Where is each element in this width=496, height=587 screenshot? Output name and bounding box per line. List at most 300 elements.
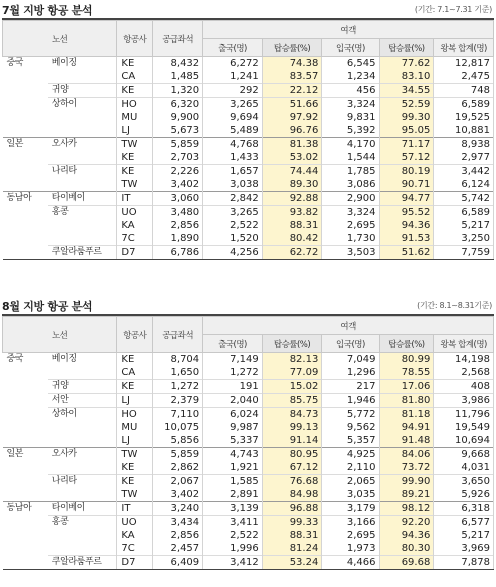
arrivals-cell: 3,324 [322, 98, 379, 112]
table-row [3, 434, 494, 448]
city-cell [48, 434, 117, 448]
table-row [3, 138, 494, 152]
arrivals-cell: 1,730 [322, 232, 379, 246]
airline-cell: IT [117, 192, 153, 206]
seats-cell: 6,786 [153, 246, 203, 260]
departures-cell: 5,337 [203, 434, 263, 448]
total-cell: 19,549 [434, 421, 494, 434]
city-cell [48, 151, 117, 165]
city-cell [48, 70, 117, 84]
region-cell [3, 111, 48, 124]
total-cell: 408 [434, 380, 494, 394]
region-cell [3, 124, 48, 138]
airline-cell: KE [117, 353, 153, 367]
table-row [3, 542, 494, 556]
arrivals-header: 입국(명) [322, 39, 379, 57]
airline-cell: D7 [117, 556, 153, 570]
arr-rate-cell: 94.36 [379, 219, 434, 232]
region-cell [3, 475, 48, 489]
arr-rate-header: 탑승률(%) [379, 39, 434, 57]
table-row [3, 206, 494, 220]
dep-rate-cell: 88.31 [262, 529, 322, 542]
table-row [3, 98, 494, 112]
dep-rate-cell: 83.57 [262, 70, 322, 84]
airline-cell: LJ [117, 124, 153, 138]
arrivals-cell: 4,170 [322, 138, 379, 152]
table-row [3, 380, 494, 394]
table-row [3, 111, 494, 124]
city-cell: 쿠알라룸푸르 [48, 556, 117, 570]
arrivals-cell: 1,785 [322, 165, 379, 179]
city-cell: 서안 [48, 394, 117, 408]
august-section [0, 296, 496, 570]
city-cell: 귀양 [48, 380, 117, 394]
arrivals-cell: 4,925 [322, 448, 379, 462]
airline-cell: LJ [117, 394, 153, 408]
city-cell [48, 488, 117, 502]
region-cell [3, 556, 48, 570]
arr-rate-cell: 92.20 [379, 516, 434, 530]
city-cell: 홍콩 [48, 206, 117, 220]
total-cell: 9,668 [434, 448, 494, 462]
dep-rate-cell: 89.30 [262, 178, 322, 192]
total-cell: 748 [434, 84, 494, 98]
arrivals-cell: 9,831 [322, 111, 379, 124]
arrivals-cell: 1,296 [322, 366, 379, 380]
departures-cell: 6,272 [203, 57, 263, 71]
dep-rate-cell: 84.98 [262, 488, 322, 502]
dep-rate-cell: 97.92 [262, 111, 322, 124]
city-cell: 오사카 [48, 138, 117, 152]
region-cell: 일본 [3, 138, 48, 152]
departures-cell: 1,433 [203, 151, 263, 165]
arr-rate-cell: 94.77 [379, 192, 434, 206]
arr-rate-cell: 84.06 [379, 448, 434, 462]
arrivals-cell: 1,234 [322, 70, 379, 84]
dep-rate-cell: 22.12 [262, 84, 322, 98]
region-cell [3, 206, 48, 220]
arr-rate-cell: 77.62 [379, 57, 434, 71]
seats-cell: 1,272 [153, 380, 203, 394]
departures-cell: 2,522 [203, 219, 263, 232]
departures-cell: 3,265 [203, 98, 263, 112]
arrivals-cell: 4,466 [322, 556, 379, 570]
airline-cell: UO [117, 206, 153, 220]
arr-rate-cell: 81.18 [379, 408, 434, 422]
arrivals-cell: 217 [322, 380, 379, 394]
airline-cell: MU [117, 111, 153, 124]
airline-cell: TW [117, 448, 153, 462]
seats-cell: 2,862 [153, 461, 203, 475]
july-section [0, 0, 496, 260]
table-row [3, 246, 494, 260]
total-cell: 6,577 [434, 516, 494, 530]
airline-header: 항공사 [117, 21, 153, 57]
city-cell: 베이징 [48, 57, 117, 71]
total-cell: 3,650 [434, 475, 494, 489]
passengers-header: 여객 [203, 21, 494, 39]
arrivals-cell: 1,946 [322, 394, 379, 408]
seats-cell: 3,480 [153, 206, 203, 220]
dep-rate-cell: 53.24 [262, 556, 322, 570]
city-cell: 베이징 [48, 353, 117, 367]
departures-cell: 191 [203, 380, 263, 394]
region-cell [3, 394, 48, 408]
airline-cell: KE [117, 57, 153, 71]
departures-header: 출국(명) [203, 335, 263, 353]
total-cell: 3,986 [434, 394, 494, 408]
departures-cell: 4,768 [203, 138, 263, 152]
departures-cell: 9,987 [203, 421, 263, 434]
section-period: (기간: 7.1~7.31 기준) [414, 5, 492, 14]
city-cell [48, 529, 117, 542]
august-table [2, 316, 494, 570]
total-cell: 7,759 [434, 246, 494, 260]
airline-cell: CA [117, 366, 153, 380]
airline-cell: MU [117, 421, 153, 434]
arrivals-cell: 3,086 [322, 178, 379, 192]
seats-cell: 1,650 [153, 366, 203, 380]
arr-rate-cell: 80.99 [379, 353, 434, 367]
dep-rate-cell: 80.95 [262, 448, 322, 462]
region-cell: 중국 [6, 58, 24, 68]
region-cell [3, 461, 48, 475]
dep-rate-cell: 62.72 [262, 246, 322, 260]
arrivals-cell: 2,695 [322, 529, 379, 542]
seats-cell: 3,060 [153, 192, 203, 206]
departures-cell: 1,241 [203, 70, 263, 84]
departures-header: 출국(명) [203, 39, 263, 57]
section-header [0, 296, 496, 314]
arr-rate-cell: 34.55 [379, 84, 434, 98]
airline-cell: 7C [117, 232, 153, 246]
departures-cell: 1,921 [203, 461, 263, 475]
region-cell [3, 434, 48, 448]
arrivals-cell: 5,357 [322, 434, 379, 448]
departures-cell: 3,265 [203, 206, 263, 220]
seats-cell: 5,859 [153, 448, 203, 462]
total-cell: 5,217 [434, 219, 494, 232]
table-row [3, 461, 494, 475]
seats-cell: 3,402 [153, 488, 203, 502]
total-cell: 6,318 [434, 502, 494, 516]
region-cell [3, 421, 48, 434]
airline-cell: D7 [117, 246, 153, 260]
total-cell: 4,031 [434, 461, 494, 475]
region-cell: 중국 [6, 354, 24, 364]
dep-rate-cell: 77.09 [262, 366, 322, 380]
region-cell: 동남아 [3, 502, 48, 516]
city-cell [48, 178, 117, 192]
table-row [3, 529, 494, 542]
airline-cell: LJ [117, 434, 153, 448]
region-cell [3, 165, 48, 179]
arrivals-header: 입국(명) [322, 335, 379, 353]
table-row [3, 394, 494, 408]
total-cell: 3,442 [434, 165, 494, 179]
total-cell: 5,217 [434, 529, 494, 542]
arr-rate-cell: 91.53 [379, 232, 434, 246]
dep-rate-cell: 67.12 [262, 461, 322, 475]
arr-rate-cell: 51.62 [379, 246, 434, 260]
table-row [3, 70, 494, 84]
city-cell: 쿠알라룸푸르 [48, 246, 117, 260]
region-cell [3, 380, 48, 394]
region-cell [3, 232, 48, 246]
arrivals-cell: 5,392 [322, 124, 379, 138]
region-cell [3, 98, 48, 112]
passengers-header: 여객 [203, 317, 494, 335]
seats-cell: 8,704 [153, 353, 203, 367]
seats-cell: 2,856 [153, 529, 203, 542]
airline-cell: KE [117, 151, 153, 165]
airline-cell: KE [117, 165, 153, 179]
airline-cell: CA [117, 70, 153, 84]
arr-rate-cell: 78.55 [379, 366, 434, 380]
table-row [3, 488, 494, 502]
dep-rate-cell: 96.76 [262, 124, 322, 138]
table-row [3, 353, 494, 367]
arrivals-cell: 3,166 [322, 516, 379, 530]
arr-rate-cell: 83.10 [379, 70, 434, 84]
departures-cell: 1,272 [203, 366, 263, 380]
table-row [3, 84, 494, 98]
seats-cell: 5,859 [153, 138, 203, 152]
city-cell [48, 219, 117, 232]
city-cell [48, 542, 117, 556]
seats-header: 공급좌석 [153, 317, 203, 353]
arr-rate-cell: 80.19 [379, 165, 434, 179]
dep-rate-header: 탑승률(%) [262, 39, 322, 57]
departures-cell: 3,412 [203, 556, 263, 570]
arrivals-cell: 456 [322, 84, 379, 98]
seats-cell: 2,226 [153, 165, 203, 179]
section-title: 8월 지방 항공 분석 [2, 300, 93, 313]
city-cell: 귀양 [48, 84, 117, 98]
dep-rate-cell: 92.88 [262, 192, 322, 206]
region-cell: 동남아 [3, 192, 48, 206]
total-cell: 2,475 [434, 70, 494, 84]
route-header: 노선 [3, 317, 117, 353]
region-cell [3, 70, 48, 84]
airline-cell: IT [117, 502, 153, 516]
seats-cell: 2,856 [153, 219, 203, 232]
arr-rate-cell: 17.06 [379, 380, 434, 394]
july-table [2, 20, 494, 260]
city-cell: 홍콩 [48, 516, 117, 530]
city-cell [48, 232, 117, 246]
airline-cell: KE [117, 380, 153, 394]
arrivals-cell: 1,544 [322, 151, 379, 165]
arrivals-cell: 3,324 [322, 206, 379, 220]
city-cell: 상하이 [48, 408, 117, 422]
dep-rate-cell: 93.82 [262, 206, 322, 220]
total-cell: 10,881 [434, 124, 494, 138]
region-cell [3, 151, 48, 165]
arr-rate-cell: 95.52 [379, 206, 434, 220]
total-cell: 2,568 [434, 366, 494, 380]
airline-header: 항공사 [117, 317, 153, 353]
dep-rate-cell: 74.44 [262, 165, 322, 179]
total-header: 왕복 합계(명) [434, 335, 494, 353]
seats-cell: 2,379 [153, 394, 203, 408]
total-cell: 11,796 [434, 408, 494, 422]
seats-cell: 2,703 [153, 151, 203, 165]
arrivals-cell: 2,065 [322, 475, 379, 489]
dep-rate-cell: 99.13 [262, 421, 322, 434]
table-row [3, 421, 494, 434]
total-cell: 10,694 [434, 434, 494, 448]
departures-cell: 2,040 [203, 394, 263, 408]
dep-rate-cell: 82.13 [262, 353, 322, 367]
table-row [3, 502, 494, 516]
arrivals-cell: 6,545 [322, 57, 379, 71]
departures-cell: 3,411 [203, 516, 263, 530]
arrivals-cell: 7,049 [322, 353, 379, 367]
city-cell: 오사카 [48, 448, 117, 462]
airline-cell: KA [117, 219, 153, 232]
table-row [3, 57, 494, 71]
airline-cell: UO [117, 516, 153, 530]
arr-rate-cell: 99.30 [379, 111, 434, 124]
seats-cell: 5,856 [153, 434, 203, 448]
total-cell: 5,742 [434, 192, 494, 206]
seats-cell: 1,485 [153, 70, 203, 84]
airline-cell: HO [117, 408, 153, 422]
arr-rate-cell: 52.59 [379, 98, 434, 112]
departures-cell: 1,520 [203, 232, 263, 246]
arr-rate-cell: 91.48 [379, 434, 434, 448]
city-cell [48, 366, 117, 380]
section-header [0, 0, 496, 18]
city-cell: 상하이 [48, 98, 117, 112]
airline-cell: TW [117, 178, 153, 192]
seats-cell: 3,434 [153, 516, 203, 530]
dep-rate-cell: 81.38 [262, 138, 322, 152]
arr-rate-cell: 80.30 [379, 542, 434, 556]
departures-cell: 3,139 [203, 502, 263, 516]
total-cell: 6,124 [434, 178, 494, 192]
table-body [3, 353, 494, 570]
table-row [3, 219, 494, 232]
seats-cell: 1,890 [153, 232, 203, 246]
region-cell [3, 542, 48, 556]
total-cell: 3,250 [434, 232, 494, 246]
table-row [3, 151, 494, 165]
departures-cell: 7,149 [203, 353, 263, 367]
dep-rate-cell: 99.33 [262, 516, 322, 530]
seats-cell: 3,402 [153, 178, 203, 192]
airline-cell: KE [117, 84, 153, 98]
dep-rate-cell: 84.73 [262, 408, 322, 422]
dep-rate-cell: 80.42 [262, 232, 322, 246]
arrivals-cell: 1,973 [322, 542, 379, 556]
city-cell: 나리타 [48, 475, 117, 489]
departures-cell: 292 [203, 84, 263, 98]
region-cell [3, 178, 48, 192]
departures-cell: 5,489 [203, 124, 263, 138]
arrivals-cell: 3,179 [322, 502, 379, 516]
seats-cell: 8,432 [153, 57, 203, 71]
arr-rate-cell: 57.12 [379, 151, 434, 165]
airline-cell: KA [117, 529, 153, 542]
total-cell: 14,198 [434, 353, 494, 367]
arrivals-cell: 2,695 [322, 219, 379, 232]
departures-cell: 2,891 [203, 488, 263, 502]
departures-cell: 1,585 [203, 475, 263, 489]
arrivals-cell: 5,772 [322, 408, 379, 422]
departures-cell: 1,657 [203, 165, 263, 179]
arr-rate-cell: 90.71 [379, 178, 434, 192]
departures-cell: 2,842 [203, 192, 263, 206]
dep-rate-header: 탑승률(%) [262, 335, 322, 353]
total-cell: 12,817 [434, 57, 494, 71]
arrivals-cell: 9,562 [322, 421, 379, 434]
dep-rate-cell: 91.14 [262, 434, 322, 448]
table-row [3, 556, 494, 570]
city-cell: 나리타 [48, 165, 117, 179]
arr-rate-cell: 73.72 [379, 461, 434, 475]
region-cell [3, 488, 48, 502]
departures-cell: 4,743 [203, 448, 263, 462]
dep-rate-cell: 76.68 [262, 475, 322, 489]
dep-rate-cell: 96.88 [262, 502, 322, 516]
region-cell: 일본 [3, 448, 48, 462]
arr-rate-cell: 81.80 [379, 394, 434, 408]
table-row [3, 475, 494, 489]
arr-rate-cell: 71.17 [379, 138, 434, 152]
arrivals-cell: 2,110 [322, 461, 379, 475]
seats-cell: 3,240 [153, 502, 203, 516]
route-header: 노선 [3, 21, 117, 57]
table-row [3, 366, 494, 380]
seats-cell: 1,320 [153, 84, 203, 98]
arr-rate-cell: 95.05 [379, 124, 434, 138]
arrivals-cell: 2,900 [322, 192, 379, 206]
region-cell [3, 408, 48, 422]
airline-cell: HO [117, 98, 153, 112]
city-cell: 타이베이 [48, 502, 117, 516]
region-cell [3, 529, 48, 542]
table-row [3, 448, 494, 462]
airline-cell: 7C [117, 542, 153, 556]
total-cell: 8,938 [434, 138, 494, 152]
dep-rate-cell: 85.75 [262, 394, 322, 408]
departures-cell: 4,256 [203, 246, 263, 260]
airline-cell: KE [117, 475, 153, 489]
departures-cell: 2,522 [203, 529, 263, 542]
airline-cell: TW [117, 138, 153, 152]
section-title: 7월 지방 항공 분석 [2, 4, 93, 17]
table-row [3, 192, 494, 206]
dep-rate-cell: 53.02 [262, 151, 322, 165]
dep-rate-cell: 51.66 [262, 98, 322, 112]
total-cell: 2,977 [434, 151, 494, 165]
seats-header: 공급좌석 [153, 21, 203, 57]
table-row [3, 165, 494, 179]
seats-cell: 5,673 [153, 124, 203, 138]
city-cell [48, 111, 117, 124]
arr-rate-cell: 99.90 [379, 475, 434, 489]
dep-rate-cell: 15.02 [262, 380, 322, 394]
region-cell [3, 219, 48, 232]
departures-cell: 6,024 [203, 408, 263, 422]
seats-cell: 10,075 [153, 421, 203, 434]
arr-rate-header: 탑승률(%) [379, 335, 434, 353]
region-cell [3, 516, 48, 530]
region-cell [3, 84, 48, 98]
total-cell: 5,926 [434, 488, 494, 502]
